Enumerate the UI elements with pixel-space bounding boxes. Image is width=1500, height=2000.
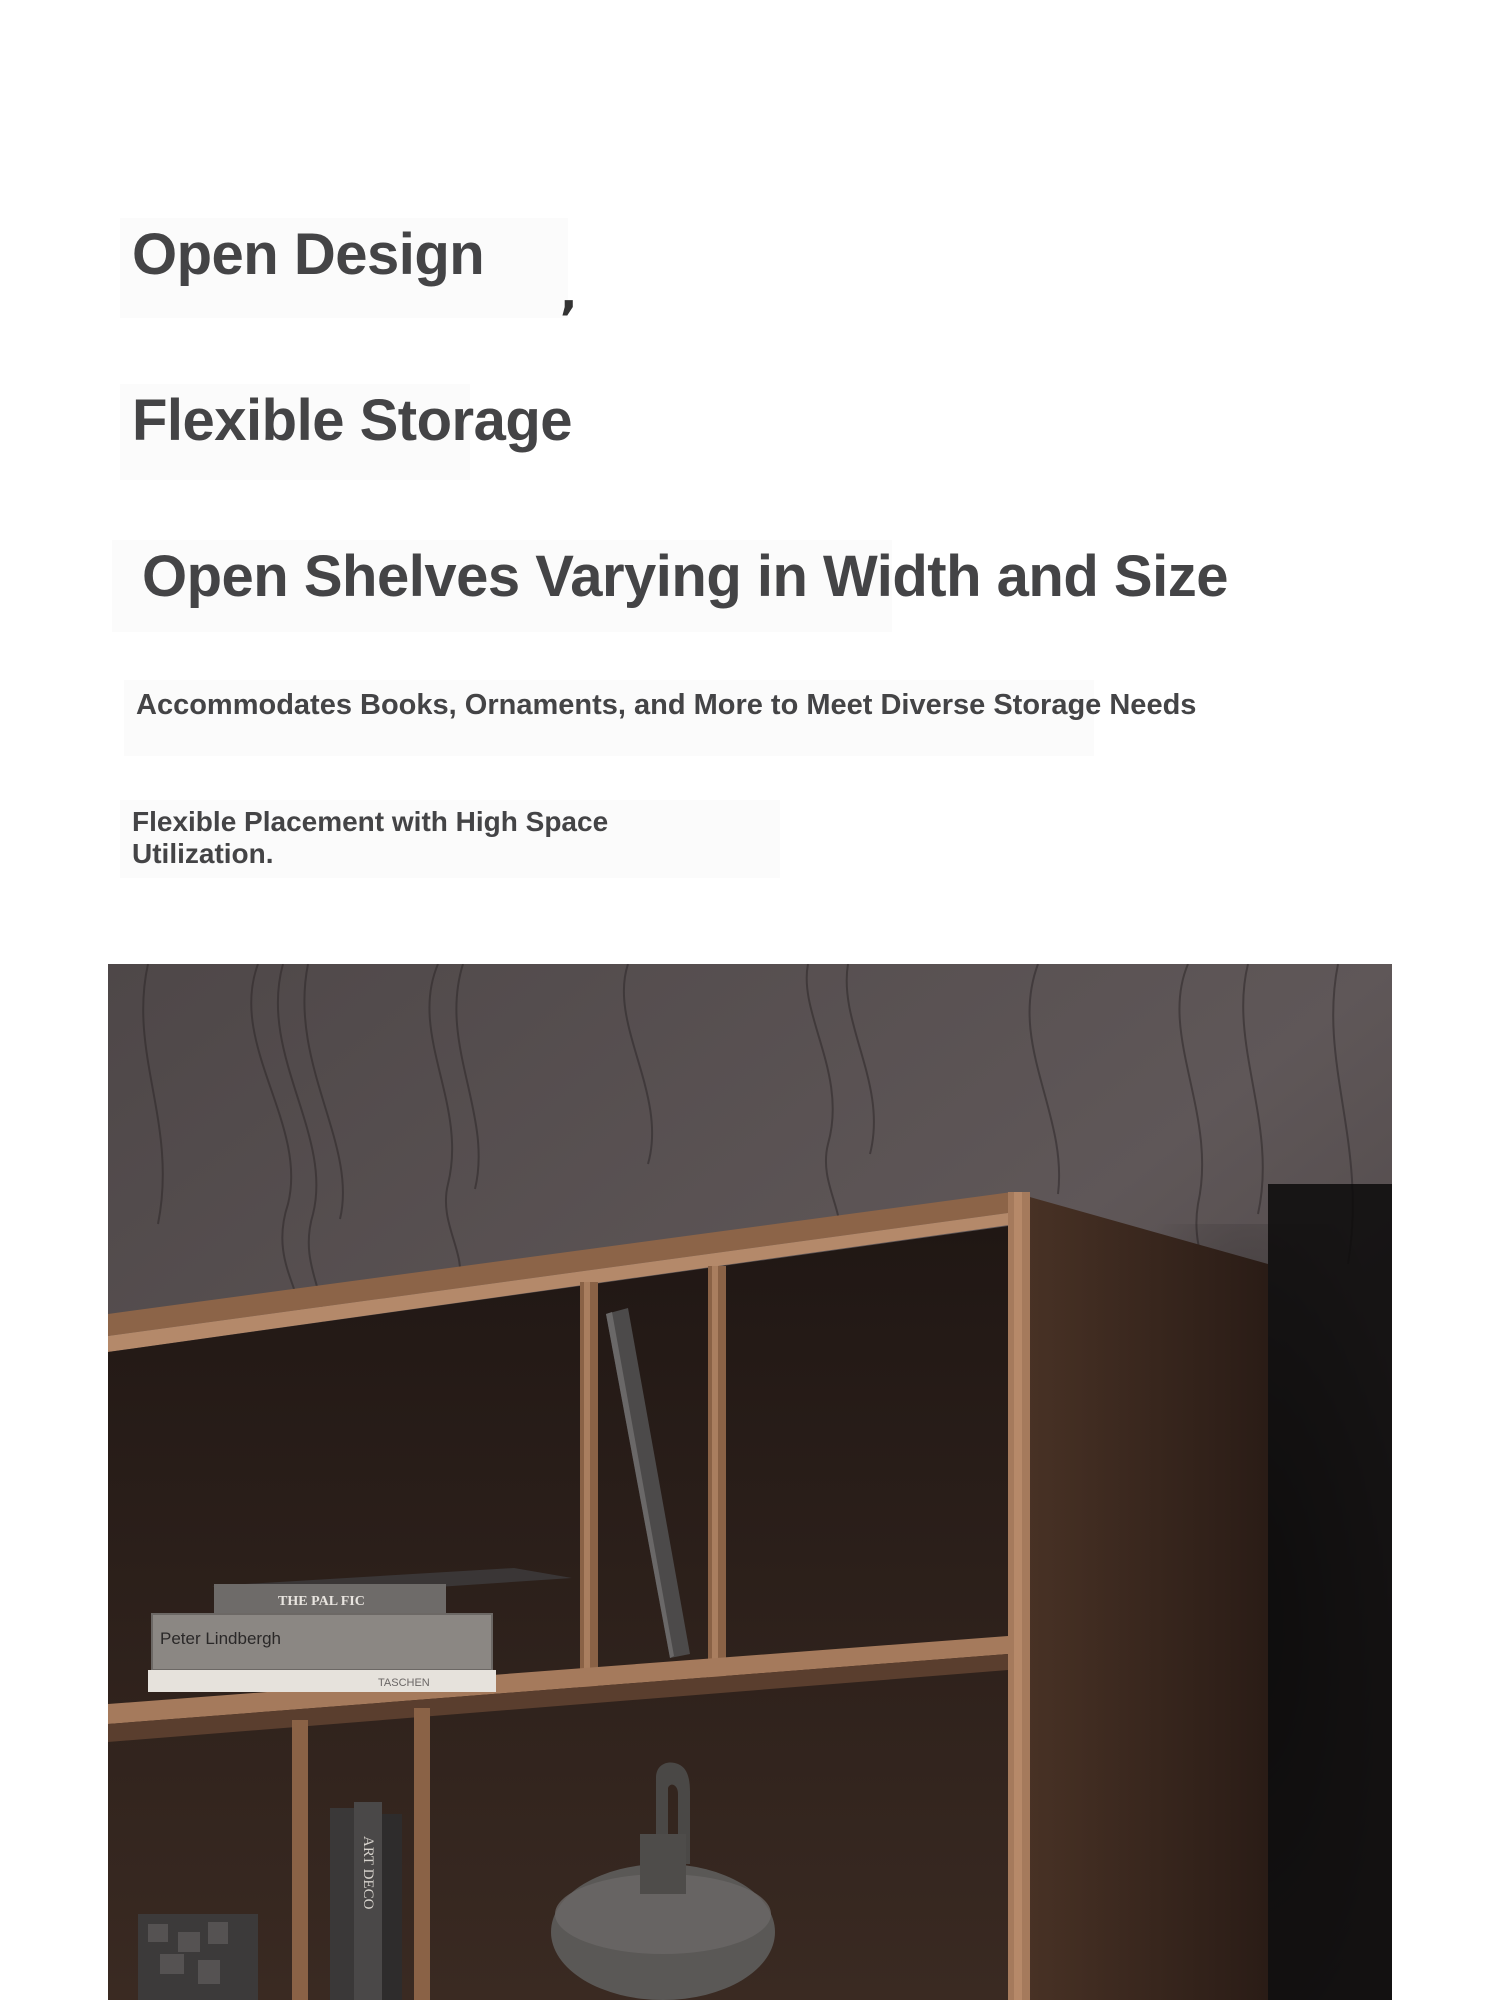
upper-divider-2-edge xyxy=(712,1266,718,1690)
open-shelves-heading: Open Shelves Varying in Width and Size xyxy=(142,544,1228,609)
book-bottom-white xyxy=(148,1670,496,1692)
feature-title-open-design xyxy=(120,218,568,318)
right-dark-shadow xyxy=(1268,1184,1392,2000)
lower-divider-1 xyxy=(292,1720,308,2000)
lower-divider-2 xyxy=(414,1708,430,2000)
lower-book-1 xyxy=(330,1808,354,2000)
bookshelf-illustration xyxy=(108,964,1392,2000)
shelf-right-post-highlight xyxy=(1014,1192,1022,2000)
book-stack-lower xyxy=(330,1802,402,2000)
shelf-side-panel xyxy=(1012,1192,1268,2000)
book-middle-cover-title: Peter Lindbergh xyxy=(160,1629,281,1648)
book-bottom-publisher: TASCHEN xyxy=(378,1677,430,1689)
book-top-spine-title: THE PAL FIC xyxy=(278,1594,365,1609)
lower-book-3 xyxy=(382,1814,402,2000)
placement-note: Flexible Placement with High Space Utilization. xyxy=(132,806,609,869)
feature-description-block xyxy=(124,680,1197,756)
feature-note-block xyxy=(120,800,780,878)
bookshelf-product-photo xyxy=(108,964,1392,2000)
lower-book-spine-title: ART DECO xyxy=(360,1836,376,1910)
stray-comma-mark: , xyxy=(560,266,578,320)
flexible-storage-heading: Flexible Storage xyxy=(132,388,573,453)
feature-subtitle-block xyxy=(112,540,1228,632)
storage-needs-description: Accommodates Books, Ornaments, and More to Meet Diverse Storage Needs xyxy=(136,689,1197,721)
open-design-heading: Open Design xyxy=(132,222,485,287)
upper-divider-1-edge xyxy=(584,1282,590,1692)
feature-title-flexible-storage xyxy=(120,384,573,480)
